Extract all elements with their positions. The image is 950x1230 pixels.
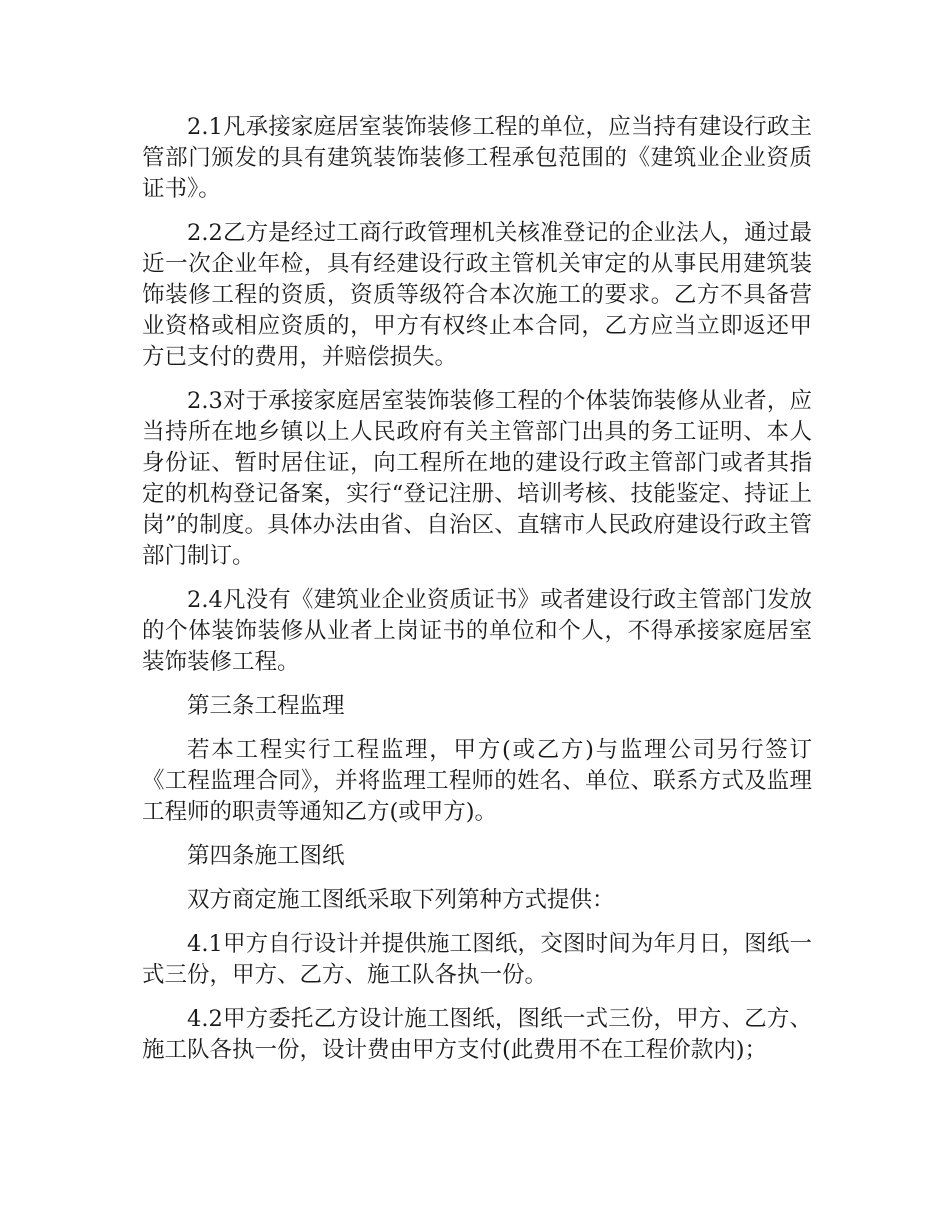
- article-3-body: 若本工程实行工程监理，甲方(或乙方)与监理公司另行签订《工程监理合同》，并将监理工程师的姓名、单位、联系方式及监理工程师的职责等通知乙方(或甲方)。: [142, 737, 812, 825]
- article-3-heading: 第三条工程监理: [187, 693, 345, 719]
- document-page: [142, 112, 812, 1079]
- clause-4-1: 4.1甲方自行设计并提供施工图纸，交图时间为年月日，图纸一式三份，甲方、乙方、施工队各执一份。: [142, 931, 812, 988]
- clause-2-1: 2.1凡承接家庭居室装饰装修工程的单位，应当持有建设行政主管部门颁发的具有建筑装饰装修工程承包范围的《建筑业企业资质证书》。: [142, 114, 812, 202]
- clause-4-2: 4.2甲方委托乙方设计施工图纸，图纸一式三份，甲方、乙方、施工队各执一份，设计费由甲方支付(此费用不在工程价款内)；: [142, 1006, 812, 1063]
- article-4-intro: 双方商定施工图纸采取下列第种方式提供：: [187, 887, 615, 913]
- clause-2-2: 2.2乙方是经过工商行政管理机关核准登记的企业法人，通过最近一次企业年检，具有经建设行政主管机关审定的从事民用建筑装饰装修工程的资质，资质等级符合本次施工的要求。乙方不具备营业资格或相应资质的，甲方有权终止本合同，乙方应当立即返还甲方已支付的费用，并赔偿损失。: [142, 220, 812, 370]
- article-4-heading: 第四条施工图纸: [187, 843, 345, 869]
- clause-2-3: 2.3对于承接家庭居室装饰装修工程的个体装饰装修从业者，应当持所在地乡镇以上人民政府有关主管部门出具的务工证明、本人身份证、暂时居住证，向工程所在地的建设行政主管部门或者其指定的机构登记备案，实行“登记注册、培训考核、技能鉴定、持证上岗”的制度。具体办法由省、自治区、直辖市人民政府建设行政主管部门制订。: [142, 388, 812, 569]
- clause-2-4: 2.4凡没有《建筑业企业资质证书》或者建设行政主管部门发放的个体装饰装修从业者上岗证书的单位和个人，不得承接家庭居室装饰装修工程。: [142, 587, 812, 675]
